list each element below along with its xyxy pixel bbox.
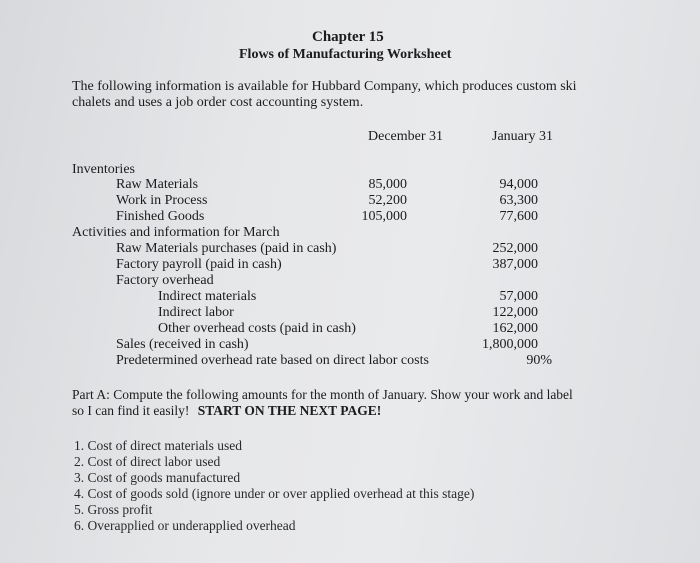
part-a-line-2 <box>72 403 381 419</box>
value-sales: 1,800,000 <box>482 337 538 352</box>
section-activities: Activities and information for March <box>72 225 280 240</box>
task-item: 2. Cost of direct labor used <box>74 454 221 469</box>
column-header-january: January 31 <box>492 129 554 144</box>
task-item: 3. Cost of goods manufactured <box>74 470 241 485</box>
worksheet-title: Flows of Manufacturing Worksheet <box>239 47 452 62</box>
part-a-emphasis: START ON THE NEXT PAGE! <box>197 403 382 418</box>
row-label-overhead-rate: Predetermined overhead rate based on direct labor costs <box>116 353 429 368</box>
value-other-overhead: 162,000 <box>492 321 538 336</box>
chapter-heading: Chapter 15 <box>312 29 384 45</box>
row-label-factory-payroll: Factory payroll (paid in cash) <box>116 257 282 272</box>
value-work-in-process-dec: 52,200 <box>368 193 407 208</box>
value-raw-materials-dec: 85,000 <box>368 177 407 192</box>
value-overhead-rate: 90% <box>526 353 552 368</box>
row-label-raw-materials: Raw Materials <box>116 177 199 192</box>
section-inventories: Inventories <box>72 162 135 177</box>
row-label-factory-overhead: Factory overhead <box>116 273 214 288</box>
row-label-other-overhead: Other overhead costs (paid in cash) <box>158 321 356 336</box>
value-factory-payroll: 387,000 <box>492 257 538 272</box>
value-rm-purchases: 252,000 <box>492 241 538 256</box>
row-label-indirect-materials: Indirect materials <box>158 289 257 304</box>
value-raw-materials-jan: 94,000 <box>499 177 538 192</box>
value-finished-goods-jan: 77,600 <box>499 209 538 224</box>
task-item: 4. Cost of goods sold (ignore under or over applied overhead at this stage) <box>74 486 475 501</box>
task-item: 1. Cost of direct materials used <box>74 438 242 453</box>
value-work-in-process-jan: 63,300 <box>499 193 538 208</box>
row-label-indirect-labor: Indirect labor <box>158 305 234 320</box>
row-label-finished-goods: Finished Goods <box>116 209 205 224</box>
row-label-sales: Sales (received in cash) <box>116 337 249 352</box>
part-a-line-2-text: so I can find it easily! <box>72 403 190 418</box>
value-indirect-labor: 122,000 <box>492 305 538 320</box>
row-label-work-in-process: Work in Process <box>116 193 208 208</box>
intro-line-2: chalets and uses a job order cost accounting system. <box>72 95 364 110</box>
task-item: 5. Gross profit <box>74 502 153 517</box>
column-header-december: December 31 <box>368 129 444 144</box>
part-a-line-1: Part A: Compute the following amounts for the month of January. Show your work and label <box>72 387 573 402</box>
value-finished-goods-dec: 105,000 <box>361 209 407 224</box>
task-item: 6. Overapplied or underapplied overhead <box>74 518 296 533</box>
row-label-rm-purchases: Raw Materials purchases (paid in cash) <box>116 241 337 256</box>
value-indirect-materials: 57,000 <box>499 289 538 304</box>
intro-line-1: The following information is available for Hubbard Company, which produces custom ski <box>72 79 577 94</box>
